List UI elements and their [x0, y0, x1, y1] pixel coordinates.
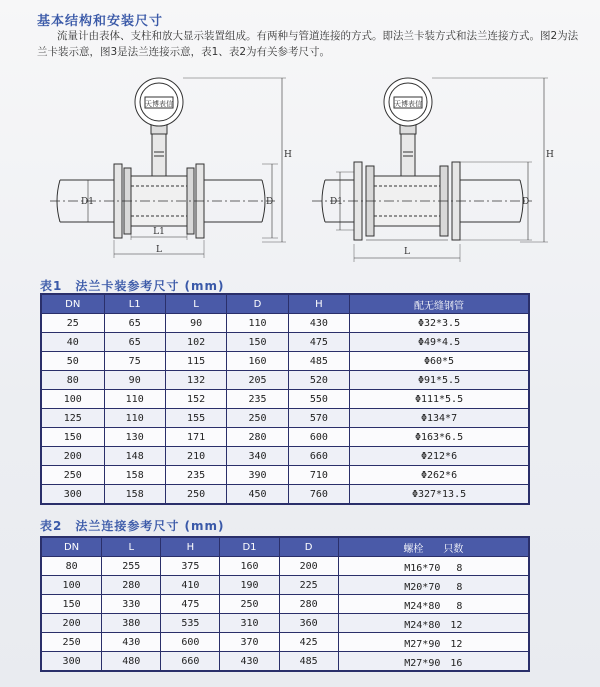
table1-cell: 65 [104, 333, 165, 352]
label-h-left: H [284, 150, 292, 160]
table1-cell: 550 [288, 390, 349, 409]
table1-cell: 210 [165, 447, 226, 466]
table1 [40, 293, 530, 505]
table1-cell: 158 [104, 485, 165, 505]
label-l-left: L [156, 245, 162, 255]
table1-header: L1 [104, 294, 165, 314]
table1-cell: Φ91*5.5 [350, 371, 529, 390]
table2-cell: 330 [102, 595, 161, 614]
table1-header: L [165, 294, 226, 314]
table2-cell: 225 [279, 576, 338, 595]
table1-header: D [227, 294, 288, 314]
table1-cell: Φ60*5 [350, 352, 529, 371]
table1-cell: 148 [104, 447, 165, 466]
table1-cell: 102 [165, 333, 226, 352]
table1-cell: 570 [288, 409, 349, 428]
table2-cell: 475 [161, 595, 220, 614]
table1-cell: Φ262*6 [350, 466, 529, 485]
table1-cell: 430 [288, 314, 349, 333]
table1-header: 配无缝钢管 [350, 294, 529, 314]
section-title: 基本结构和安装尺寸 [37, 14, 164, 29]
table2-cell: 380 [102, 614, 161, 633]
table1-cell: 340 [227, 447, 288, 466]
table2-cell: 410 [161, 576, 220, 595]
table1-cell: 115 [165, 352, 226, 371]
installation-diagrams [0, 72, 600, 272]
table1-cell: 250 [165, 485, 226, 505]
table2-title: 表2 法兰连接参考尺寸 (mm) [40, 519, 225, 533]
table1-cell: Φ327*13.5 [350, 485, 529, 505]
table1-cell: 40 [41, 333, 104, 352]
table1-cell: 200 [41, 447, 104, 466]
table1-body [41, 314, 529, 505]
table2-header: D1 [220, 537, 279, 557]
table1-row [41, 314, 529, 333]
table2-header-row [41, 537, 529, 557]
table1-cell: 150 [41, 428, 104, 447]
table2-header: D [279, 537, 338, 557]
table1-row [41, 333, 529, 352]
table2-cell: 310 [220, 614, 279, 633]
table1-cell: 171 [165, 428, 226, 447]
table1-cell: 65 [104, 314, 165, 333]
intro-paragraph: 流量计由表体、支柱和放大显示装置组成。有两种与管道连接的方式。即法兰卡装方式和法兰连接方式。图2为法兰卡装示意，图3是法兰连接示意，表1、表2为有关参考尺寸。 [37, 30, 579, 58]
table1-row [41, 428, 529, 447]
table2-cell: 430 [102, 633, 161, 652]
table2-cell: 485 [279, 652, 338, 672]
table1-cell: 90 [104, 371, 165, 390]
table1-cell: 75 [104, 352, 165, 371]
table1-cell: 110 [104, 409, 165, 428]
table2-body [41, 557, 529, 672]
table2-cell: 190 [220, 576, 279, 595]
table1-header: DN [41, 294, 104, 314]
table2-cell: 535 [161, 614, 220, 633]
table1-cell: 150 [227, 333, 288, 352]
table2-cell: 100 [41, 576, 102, 595]
table1-row [41, 409, 529, 428]
table1-cell: Φ32*3.5 [350, 314, 529, 333]
table2-cell: M16*70 8 [338, 557, 529, 576]
table2-header: 螺栓 只数 [338, 537, 529, 557]
table2-cell: 250 [220, 595, 279, 614]
label-d1-right: D1 [330, 197, 343, 207]
table1-cell: Φ212*6 [350, 447, 529, 466]
table1-cell: Φ134*7 [350, 409, 529, 428]
table2-cell: 360 [279, 614, 338, 633]
table2-cell: 375 [161, 557, 220, 576]
table2-cell: M20*70 8 [338, 576, 529, 595]
table1-cell: 235 [227, 390, 288, 409]
table1-cell: 152 [165, 390, 226, 409]
table2-cell: 280 [279, 595, 338, 614]
table1-cell: 155 [165, 409, 226, 428]
table1-cell: 160 [227, 352, 288, 371]
table2-cell: 255 [102, 557, 161, 576]
display-label-right: 天博表信 [394, 100, 422, 108]
table2-cell: 600 [161, 633, 220, 652]
table2-row [41, 614, 529, 633]
table2-cell: 200 [41, 614, 102, 633]
table2-row [41, 595, 529, 614]
label-d-right: D [522, 197, 530, 207]
table1-cell: 450 [227, 485, 288, 505]
table2-cell: 160 [220, 557, 279, 576]
label-l1-left: L1 [153, 227, 165, 237]
table2-cell: 480 [102, 652, 161, 672]
table2-cell: 660 [161, 652, 220, 672]
table1-cell: 25 [41, 314, 104, 333]
table1-cell: 50 [41, 352, 104, 371]
table1-row [41, 485, 529, 505]
table2-cell: 200 [279, 557, 338, 576]
table1-cell: 710 [288, 466, 349, 485]
table2-cell: 80 [41, 557, 102, 576]
table1-cell: 600 [288, 428, 349, 447]
table1-cell: 760 [288, 485, 349, 505]
table1-cell: 125 [41, 409, 104, 428]
table2-cell: M24*80 8 [338, 595, 529, 614]
table1-cell: 130 [104, 428, 165, 447]
table1-cell: 80 [41, 371, 104, 390]
table1-cell: 300 [41, 485, 104, 505]
table2-header: L [102, 537, 161, 557]
table2-header: H [161, 537, 220, 557]
table1-row [41, 352, 529, 371]
table1-cell: 110 [227, 314, 288, 333]
table1-cell: 235 [165, 466, 226, 485]
table1-cell: 520 [288, 371, 349, 390]
table2-cell: M27*90 12 [338, 633, 529, 652]
table1-cell: 280 [227, 428, 288, 447]
table2-row [41, 633, 529, 652]
table2-cell: 300 [41, 652, 102, 672]
table2-cell: 425 [279, 633, 338, 652]
label-d-left: D [266, 197, 274, 207]
table1-cell: 110 [104, 390, 165, 409]
display-label-left: 天博表信 [145, 100, 173, 108]
diagram-flange-connection [312, 78, 548, 262]
table1-cell: 100 [41, 390, 104, 409]
table1-cell: Φ111*5.5 [350, 390, 529, 409]
table2-cell: 150 [41, 595, 102, 614]
table1-cell: 250 [227, 409, 288, 428]
table2-row [41, 557, 529, 576]
table1-cell: 158 [104, 466, 165, 485]
table2-cell: 430 [220, 652, 279, 672]
table2-cell: 370 [220, 633, 279, 652]
table1-row [41, 371, 529, 390]
table1-header-row [41, 294, 529, 314]
table1-row [41, 390, 529, 409]
table1-cell: 475 [288, 333, 349, 352]
table2-cell: M24*80 12 [338, 614, 529, 633]
table1-cell: 205 [227, 371, 288, 390]
label-d1-left: D1 [81, 197, 94, 207]
table1-cell: 250 [41, 466, 104, 485]
table1-cell: 660 [288, 447, 349, 466]
table1-cell: 132 [165, 371, 226, 390]
table2-row [41, 652, 529, 672]
table1-row [41, 447, 529, 466]
table2-row [41, 576, 529, 595]
table1-cell: Φ163*6.5 [350, 428, 529, 447]
table1-cell: Φ49*4.5 [350, 333, 529, 352]
table2-cell: 250 [41, 633, 102, 652]
table2 [40, 536, 530, 672]
table1-row [41, 466, 529, 485]
table2-cell: 280 [102, 576, 161, 595]
table1-cell: 485 [288, 352, 349, 371]
table1-cell: 90 [165, 314, 226, 333]
table2-cell: M27*90 16 [338, 652, 529, 672]
label-h-right: H [546, 150, 554, 160]
table2-header: DN [41, 537, 102, 557]
label-l-right: L [404, 247, 410, 257]
table1-cell: 390 [227, 466, 288, 485]
table1-header: H [288, 294, 349, 314]
table1-title: 表1 法兰卡装参考尺寸 (mm) [40, 279, 225, 293]
